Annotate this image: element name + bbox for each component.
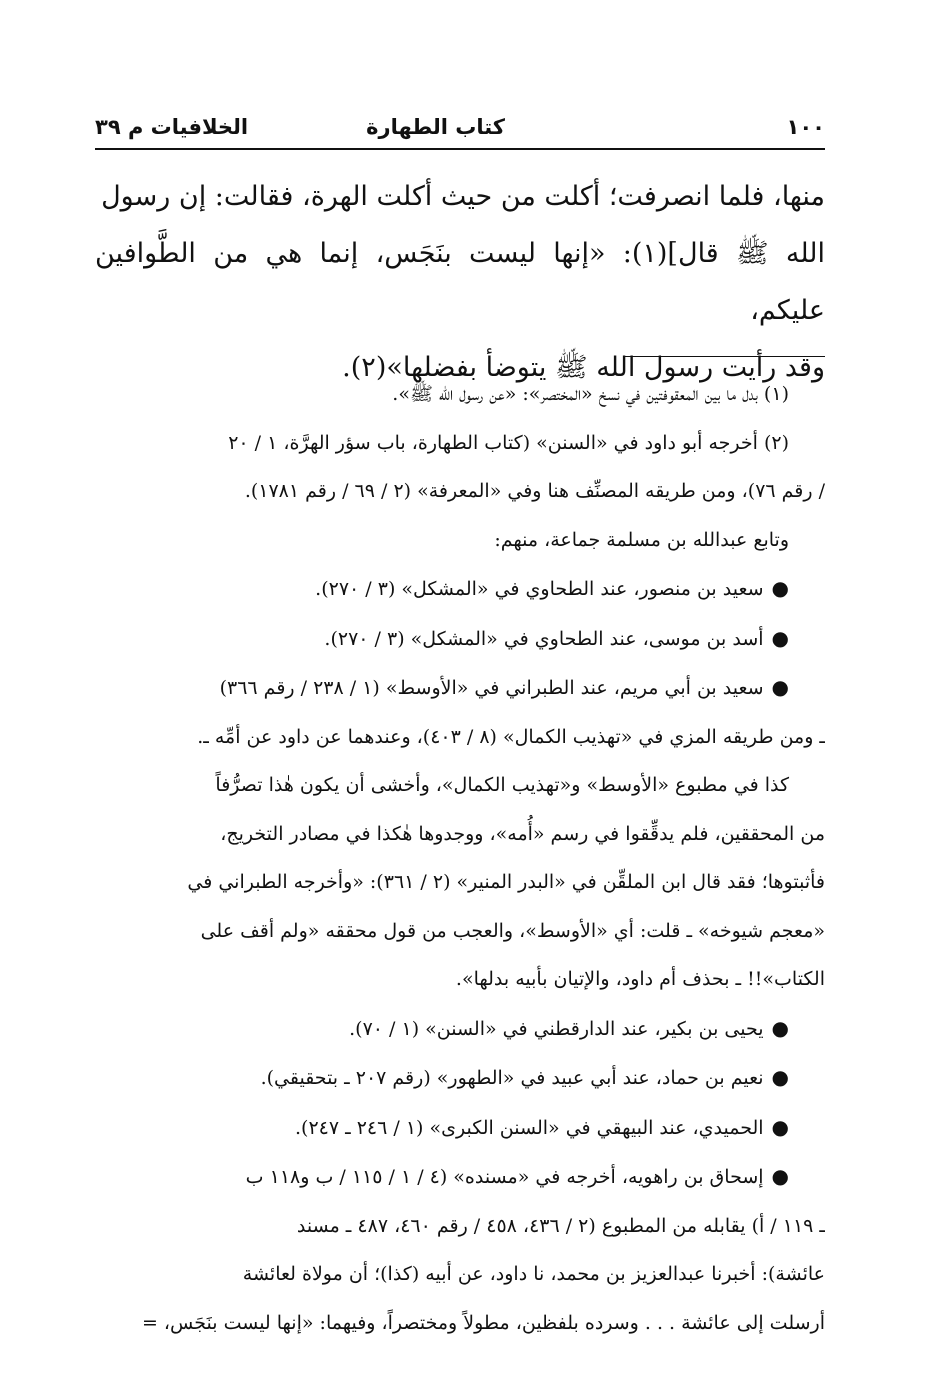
footnote-line: [95, 907, 825, 956]
bullet-icon: ●: [771, 1065, 789, 1089]
footnote-line: [95, 1053, 825, 1103]
bullet-icon: ●: [771, 576, 789, 600]
footnote-line: [95, 663, 825, 713]
main-text-line: منها، فلما انصرفت؛ أكلت من حيث أكلت الهرة، فقالت: إن رسول: [101, 181, 825, 212]
footnote-text: من المحققين، فلم يدقِّقوا في رسم «أُمه»، ووجدوها هٰكذا في مصادر التخريج،: [220, 822, 825, 845]
page-number: ١٠٠: [786, 115, 825, 139]
footnotes: [95, 370, 825, 1347]
footnote-text: (٢) أخرجه أبو داود في «السنن» (كتاب الطهارة، باب سؤر الهرَّة، ١ / ٢٠: [228, 431, 789, 454]
footnote-line: [95, 713, 825, 762]
footnote-line: [95, 614, 825, 664]
footnote-text: ـ ومن طريقه المزي في «تهذيب الكمال» (٨ / ٤٠٣)، وعندهما عن داود عن أمِّه ـ.: [197, 725, 825, 748]
footnote-text: وتابع عبدالله بن مسلمة جماعة، منهم:: [494, 528, 789, 551]
bullet-icon: ●: [771, 1015, 789, 1040]
footnote-line: [95, 1152, 825, 1202]
bullet-icon: ●: [771, 625, 789, 650]
footnote-line: [95, 1299, 825, 1348]
footnote-line: [95, 419, 825, 468]
footnote-text: يحيى بن بكير، عند الدارقطني في «السنن» (١ / ٧٠).: [349, 1017, 764, 1040]
main-text-line: وقد رأيت رسول الله ﷺ يتوضأ بفضلها»(٢).: [342, 352, 825, 383]
footnote-line: [95, 955, 825, 1004]
footnote-separator: [625, 356, 825, 357]
footnote-text: كذا في مطبوع «الأوسط» و«تهذيب الكمال»، وأخشى أن يكون هٰذا تصرُّفاً: [215, 774, 789, 796]
footnote-line: [95, 810, 825, 859]
footnote-line: [95, 564, 825, 614]
header-rule: [95, 148, 825, 150]
footnote-line: [95, 516, 825, 565]
bullet-icon: ●: [771, 675, 789, 699]
footnote-text: الحميدي، عند البيهقي في «السنن الكبرى» (١ / ٢٤٦ ـ ٢٤٧).: [294, 1116, 764, 1139]
footnote-text: سعيد بن منصور، عند الطحاوي في «المشكل» (٣ / ٢٧٠).: [315, 578, 764, 600]
footnote-line: [95, 1250, 825, 1299]
footnote-text: سعيد بن أبي مريم، عند الطبراني في «الأوسط» (١ / ٢٣٨ / رقم ٣٦٦): [219, 677, 764, 699]
footnote-text: أسد بن موسى، عند الطحاوي في «المشكل» (٣ / ٢٧٠).: [324, 627, 764, 650]
footnote-line: [95, 761, 825, 810]
footnote-text: إسحاق بن راهويه، أخرجه في «مسنده» (٤ / ١ / ١١٥ / ب و١١٨ ب: [245, 1166, 764, 1188]
footnote-text: نعيم بن حماد، عند أبي عبيد في «الطهور» (رقم ٢٠٧ ـ بتحقيقي).: [260, 1067, 764, 1089]
footnote-text: «معجم شيوخه» ـ قلت: أي «الأوسط»، والعجب من قول محققه «ولم أقف على: [200, 919, 825, 942]
main-text-line: الله ﷺ قال](١): «إنها ليست بنَجَس، إنما هي من الطَّوافين عليكم،: [95, 238, 825, 326]
main-text: [95, 168, 825, 396]
section-title: الخلافيات م ٣٩: [95, 115, 249, 139]
footnote-line: [95, 370, 825, 419]
running-header: [95, 112, 825, 146]
footnote-text: (١) بدل ما بين المعقوفتين في نسخ «المختصر»: «عن رسول الله ﷺ».: [392, 383, 789, 405]
footnote-text: الكتاب»!! ـ بحذف أم داود، والإتيان بأبيه بدلها».: [455, 968, 825, 990]
footnote-line: [95, 1004, 825, 1054]
footnote-line: [95, 858, 825, 907]
footnote-text: فأثبتوها؛ فقد قال ابن الملقِّن في «البدر المنير» (٢ / ٣٦١): «وأخرجه الطبراني في: [187, 871, 825, 893]
footnote-text: أرسلت إلى عائشة . . . وسرده بلفظين، مطولاً ومختصراً، وفيهما: «إنها ليست بنَجَس، =: [141, 1311, 825, 1334]
footnote-line: [95, 1103, 825, 1153]
bullet-icon: ●: [771, 1114, 789, 1139]
footnote-line: [95, 467, 825, 516]
footnote-text: ـ ١١٩ / أ) يقابله من المطبوع (٢ / ٤٣٦، ٤٥٨ / رقم ٤٦٠، ٤٨٧ ـ مسند: [296, 1214, 825, 1237]
footnote-line: [95, 1202, 825, 1251]
bullet-icon: ●: [771, 1164, 789, 1188]
book-title: كتاب الطهارة: [366, 115, 505, 139]
footnote-text: عائشة): أخبرنا عبدالعزيز بن محمد، نا داود، عن أبيه (كذا)؛ أن مولاة لعائشة: [242, 1263, 825, 1285]
footnote-text: / رقم ٧٦)، ومن طريقه المصنِّف هنا وفي «المعرفة» (٢ / ٦٩ / رقم ١٧٨١).: [244, 480, 825, 502]
